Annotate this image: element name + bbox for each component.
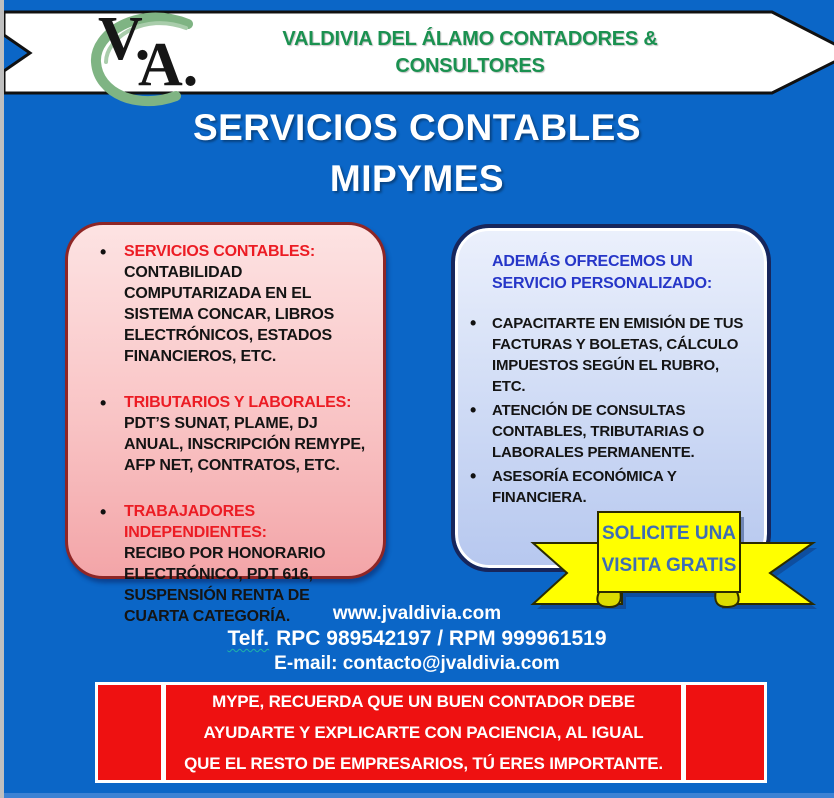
company-name (240, 26, 700, 80)
service-item-heading: SERVICIOS CONTABLES: (124, 243, 315, 260)
footer-message-line2: AYUDARTE Y EXPLICARTE CON PACIENCIA, AL IGUAL (203, 723, 644, 742)
personalized-heading-line1: ADEMÁS OFRECEMOS UN (492, 253, 693, 270)
service-item (84, 392, 371, 476)
services-box (65, 222, 386, 625)
service-item-heading: TRABAJADORES INDEPENDIENTES: (124, 503, 267, 541)
logo-letter-a: A. (138, 31, 199, 99)
personalized-box-heading (492, 251, 754, 295)
services-list (84, 241, 371, 627)
personalized-heading-line2: SERVICIO PERSONALIZADO: (492, 275, 713, 292)
bullet-dot-icon: • (470, 400, 477, 420)
personalized-item-body: ATENCIÓN DE CONSULTAS CONTABLES, TRIBUTARIAS O LABORALES PERMANENTE. (492, 402, 705, 461)
ribbon-text-line2: VISITA GRATIS (601, 555, 737, 576)
footer-left-block (98, 685, 161, 780)
footer-message (166, 685, 681, 780)
company-logo (86, 5, 216, 99)
logo-letter-v: V. (98, 5, 151, 73)
footer-banner (95, 682, 767, 783)
personalized-item-body: ASESORÍA ECONÓMICA Y FINANCIERA. (492, 468, 677, 506)
service-item (84, 241, 371, 367)
contact-phone (0, 626, 834, 652)
contact-phone-label: Telf. (227, 627, 270, 650)
window-left-edge (0, 0, 4, 798)
personalized-list (470, 313, 754, 508)
footer-right-block (686, 685, 764, 780)
service-item-body: RECIBO POR HONORARIO ELECTRÓNICO, PDT 616, SUSPENSIÓN RENTA DE CUARTA CATEGORÍA. (124, 545, 326, 625)
contact-phone-numbers: RPC 989542197 / RPM 999961519 (276, 627, 607, 650)
service-item-heading: TRIBUTARIOS Y LABORALES: (124, 394, 352, 411)
personalized-item-body: CAPACITARTE EN EMISIÓN DE TUS FACTURAS Y BOLETAS, CÁLCULO IMPUESTOS SEGÚN EL RUBRO, ETC. (492, 315, 744, 395)
footer-message-line3: QUE EL RESTO DE EMPRESARIOS, TÚ ERES IMPORTANTE. (184, 754, 663, 773)
bullet-dot-icon: • (470, 313, 477, 333)
contact-email: E-mail: contacto@jvaldivia.com (274, 653, 560, 674)
bullet-dot-icon: • (100, 242, 107, 262)
service-item-body: CONTABILIDAD COMPUTARIZADA EN EL SISTEMA CONCAR, LIBROS ELECTRÓNICOS, ESTADOS FINANCIEROS, ETC. (124, 264, 335, 365)
bullet-dot-icon: • (470, 466, 477, 486)
free-visit-ribbon (518, 498, 828, 626)
bullet-dot-icon: • (100, 502, 107, 522)
service-item-body: PDT’S SUNAT, PLAME, DJ ANUAL, INSCRIPCIÓN REMYPE, AFP NET, CONTRATOS, ETC. (124, 415, 366, 474)
ribbon-text-line1: SOLICITE UNA (601, 523, 737, 544)
company-name-line2: CONSULTORES (395, 55, 545, 77)
page-title-line1: SERVICIOS CONTABLES (192, 107, 642, 148)
company-name-line1: VALDIVIA DEL ÁLAMO CONTADORES & (282, 28, 658, 50)
contact-website: www.jvaldivia.com (332, 603, 502, 624)
personalized-item (470, 313, 754, 397)
footer-message-line1: MYPE, RECUERDA QUE UN BUEN CONTADOR DEBE (212, 692, 635, 711)
window-bottom-edge (0, 793, 834, 798)
personalized-item (470, 400, 754, 463)
bullet-dot-icon: • (100, 393, 107, 413)
page-title-line2: MIPYMES (329, 158, 505, 199)
page-title (0, 102, 834, 204)
